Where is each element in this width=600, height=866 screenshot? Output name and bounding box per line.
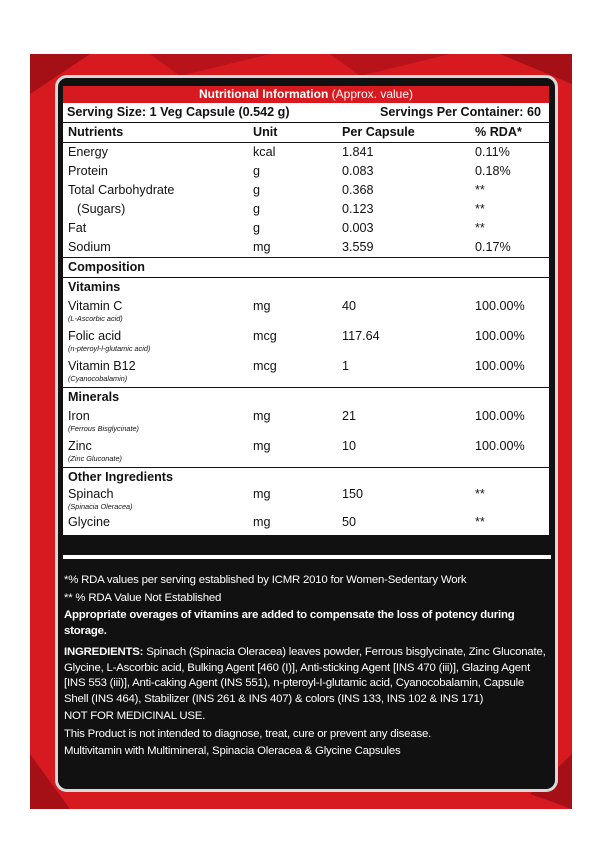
product-description: Multivitamin with Multimineral, Spinacia Oleracea & Glycine Capsules	[64, 745, 401, 757]
title-sub: (Approx. value)	[331, 87, 414, 101]
disclaimer: This Product is not intended to diagnose, treat, cure or prevent any disease.	[64, 727, 432, 740]
section-label: Minerals	[68, 390, 120, 404]
table-row	[63, 181, 549, 200]
serving-size: Serving Size: 1 Veg Capsule (0.542 g)	[67, 105, 290, 119]
nutrient-unit: g	[253, 221, 261, 235]
table-row	[63, 327, 549, 357]
table-row	[63, 200, 549, 219]
ingredients-label: INGREDIENTS:	[64, 646, 144, 658]
nutrient-rda: **	[475, 183, 485, 197]
nutrient-name: (Sugars)	[77, 202, 126, 216]
table-row	[63, 297, 549, 327]
nutrient-value: 0.083	[342, 164, 374, 178]
nutrient-unit: g	[253, 164, 261, 178]
nutrient-value: 1	[342, 359, 350, 373]
nutrient-unit: mg	[253, 487, 271, 501]
nutrient-unit: mcg	[253, 329, 277, 343]
divider	[63, 555, 551, 559]
header-per-capsule: Per Capsule	[342, 125, 415, 139]
nutrient-value: 3.559	[342, 240, 374, 254]
nutrient-name: Vitamin C	[68, 299, 123, 313]
nutrient-unit: g	[253, 202, 261, 216]
nutrient-rda: **	[475, 202, 485, 216]
section-label: Vitamins	[68, 280, 121, 294]
nutrient-unit: mcg	[253, 359, 277, 373]
label-frame	[30, 54, 572, 809]
nutrient-name: Glycine	[68, 515, 110, 529]
nutrient-source: (n-pteroyl-l-glutamic acid)	[68, 344, 151, 353]
nutrient-rda: 100.00%	[475, 359, 525, 373]
table-row	[63, 487, 549, 513]
nutrient-rda: 0.17%	[475, 240, 511, 254]
nutrient-rda: **	[475, 487, 485, 501]
nutrient-unit: mg	[253, 409, 271, 423]
nutrient-name: Protein	[68, 164, 108, 178]
table-row	[63, 142, 549, 162]
nutrient-value: 10	[342, 439, 357, 453]
nutrition-table	[63, 86, 549, 535]
ingredients-text	[64, 645, 550, 707]
nutrient-name: Vitamin B12	[68, 359, 136, 373]
label-panel	[55, 75, 558, 792]
servings-per-container: Servings Per Container: 60	[380, 105, 541, 119]
section-label: Other Ingredients	[68, 470, 173, 484]
rda-not-established: ** % RDA Value Not Established	[64, 591, 222, 604]
nutrient-unit: mg	[253, 240, 271, 254]
nutrient-name: Zinc	[68, 439, 92, 453]
nutrient-value: 1.841	[342, 145, 374, 159]
other-ingredients-heading	[63, 467, 549, 487]
nutrient-name: Spinach	[68, 487, 114, 501]
nutrient-value: 0.368	[342, 183, 374, 197]
nutrient-unit: g	[253, 183, 261, 197]
composition-heading	[63, 257, 549, 277]
header-unit: Unit	[253, 125, 278, 139]
nutrient-rda: **	[475, 515, 485, 529]
table-row	[63, 238, 549, 257]
nutrient-value: 117.64	[342, 329, 380, 343]
nutrient-name: Folic acid	[68, 329, 122, 343]
nutrient-rda: 0.18%	[475, 164, 511, 178]
nutrient-unit: mg	[253, 439, 271, 453]
nutrient-unit: mg	[253, 299, 271, 313]
table-row	[63, 407, 549, 437]
nutrient-source: (Zinc Gluconate)	[68, 454, 122, 463]
notes-block	[64, 555, 550, 762]
nutrient-rda: 100.00%	[475, 299, 525, 313]
table-row	[63, 219, 549, 238]
header-row	[63, 122, 549, 142]
nutrient-value: 0.003	[342, 221, 374, 235]
nutrient-rda: 100.00%	[475, 329, 525, 343]
nutrient-name: Sodium	[68, 240, 111, 254]
nutrient-value: 150	[342, 487, 364, 501]
nutrient-value: 0.123	[342, 202, 374, 216]
table-row	[63, 437, 549, 467]
nutrient-value: 50	[342, 515, 357, 529]
minerals-heading	[63, 387, 549, 407]
header-nutrients: Nutrients	[68, 125, 124, 139]
nutrient-unit: mg	[253, 515, 271, 529]
serving-row	[63, 103, 549, 122]
nutrient-source: (Spinacia Oleracea)	[68, 502, 133, 511]
nutrient-rda: 100.00%	[475, 439, 525, 453]
nutrient-source: (Cyanocobalamin)	[68, 374, 128, 383]
nutrient-rda: 100.00%	[475, 409, 525, 423]
table-row	[63, 162, 549, 181]
ingredients-list: Spinach (Spinacia Oleracea) leaves powder, Ferrous bisglycinate, Zinc Gluconate, Glycine, L-Ascorbic acid, Bulking Agent [460 (I)], Anti-sticking Agent [INS 470 (iii)], Glazing Agent [INS 553 (iii)], Anti-caking Agent (INS 551), n-pteroyl-I-glutamic acid, Cyanocobalamin, Capsule Shell (INS 464), Stabilizer (INS 261 & INS 407) & colors (INS 133, INS 102 & INS 171)	[64, 646, 546, 705]
not-medicinal: NOT FOR MEDICINAL USE.	[64, 710, 206, 722]
nutrient-name: Total Carbohydrate	[68, 183, 175, 197]
section-label: Composition	[68, 260, 145, 274]
rda-note: *% RDA values per serving established by ICMR 2010 for Women-Sedentary Work	[64, 574, 467, 586]
nutrient-unit: kcal	[253, 145, 276, 159]
nutrient-rda: **	[475, 221, 485, 235]
nutrient-value: 40	[342, 299, 357, 313]
table-title	[63, 86, 549, 103]
nutrient-name: Energy	[68, 145, 108, 159]
title-main: Nutritional Information	[198, 87, 329, 101]
nutrient-value: 21	[342, 409, 357, 423]
nutrient-rda: 0.11%	[475, 145, 510, 159]
table-row	[63, 357, 549, 387]
table-row	[63, 513, 549, 535]
overages-note: Appropriate overages of vitamins are added to compensate the loss of potency during storage.	[64, 609, 515, 637]
vitamins-heading	[63, 277, 549, 297]
nutrient-name: Iron	[68, 409, 90, 423]
header-rda: % RDA*	[475, 125, 522, 139]
nutrient-source: (L-Ascorbic acid)	[68, 314, 123, 323]
nutrient-name: Fat	[68, 221, 87, 235]
nutrient-source: (Ferrous Bisglycinate)	[68, 424, 139, 433]
